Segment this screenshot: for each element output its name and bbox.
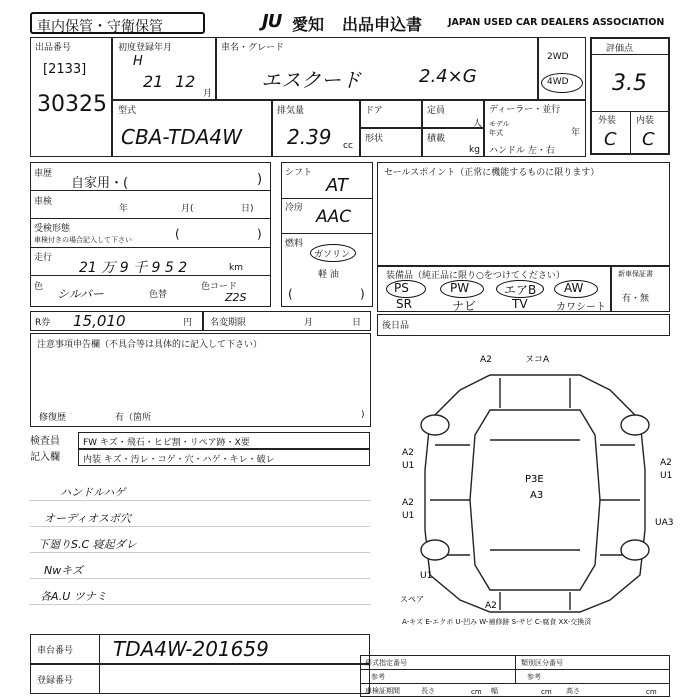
reception-close: ) bbox=[257, 227, 262, 241]
mileage-label: 走行 bbox=[34, 253, 53, 263]
recycle-block bbox=[30, 311, 203, 331]
equip-aw: AW bbox=[564, 281, 584, 295]
details-block bbox=[30, 162, 271, 307]
name-change-label: 名変期限 bbox=[210, 318, 247, 328]
note-1: ハンドルハゲ bbox=[60, 486, 126, 499]
warranty-value: 有・無 bbox=[622, 294, 650, 304]
height-label: 高さ bbox=[566, 687, 580, 695]
cooling-label: 冷房 bbox=[285, 203, 304, 213]
load-label: 積載 bbox=[427, 134, 446, 144]
registration-month: 12 bbox=[175, 72, 196, 91]
dmg-label-13: A2 bbox=[485, 601, 497, 611]
lot-number: 30325 bbox=[37, 92, 107, 117]
color-code-value: Z2S bbox=[225, 291, 247, 304]
checker-row-1-text: FW キズ・飛石・ヒビ割・リペア跡・X要 bbox=[83, 438, 250, 448]
car-damage-diagram bbox=[390, 350, 680, 620]
cooling-value: AAC bbox=[316, 207, 352, 227]
sales-point-block bbox=[377, 162, 670, 266]
length-unit: cm bbox=[471, 688, 482, 696]
registration-label: 初度登録年月 bbox=[118, 43, 173, 53]
inspection-label: 車検 bbox=[34, 197, 53, 207]
equip-leather: カワシート bbox=[556, 302, 606, 313]
dmg-label-7: A2 bbox=[660, 458, 672, 468]
registration-block bbox=[112, 37, 216, 100]
reg-number-label: 登録番号 bbox=[37, 676, 74, 686]
reg-number-block bbox=[30, 664, 370, 694]
shift-label: シフト bbox=[285, 168, 313, 178]
note-2: オーディオスポ穴 bbox=[44, 512, 132, 525]
equip-sr: SR bbox=[396, 297, 412, 311]
model-year-label2: 年式 bbox=[489, 129, 503, 137]
form-number-label: 形式指定番号 bbox=[365, 659, 407, 667]
history-label: 車歴 bbox=[34, 169, 53, 179]
model-year-label: モデル bbox=[489, 120, 510, 128]
reception-open: ( bbox=[175, 227, 180, 241]
note-4: Nwキズ bbox=[44, 564, 84, 577]
model-grade: 2.4×G bbox=[419, 66, 477, 87]
shape-label: 形状 bbox=[365, 134, 384, 144]
recycle-label: R券 bbox=[35, 318, 51, 328]
checker-row-2 bbox=[78, 449, 370, 466]
form-number-sub: 参考 bbox=[371, 673, 385, 681]
interior-grade: C bbox=[642, 129, 655, 150]
width-unit: cm bbox=[541, 688, 552, 696]
registration-month-unit: 月 bbox=[203, 89, 213, 99]
year-unit: 年 bbox=[571, 128, 581, 138]
name-change-block bbox=[203, 311, 371, 331]
type-label: 型式 bbox=[118, 106, 137, 116]
dmg-label-9: UA3 bbox=[655, 518, 674, 528]
displacement-unit: cc bbox=[343, 141, 353, 151]
repair-value: 有（箇所 bbox=[115, 413, 152, 423]
checker-label bbox=[30, 434, 60, 466]
color-label: 色 bbox=[34, 282, 44, 292]
ju-logo: JU bbox=[262, 11, 282, 32]
displacement-label: 排気量 bbox=[277, 106, 305, 116]
name-change-day: 日 bbox=[352, 318, 362, 328]
load-block bbox=[422, 128, 484, 157]
lot-code: [2133] bbox=[43, 62, 87, 77]
exterior-label: 外装 bbox=[598, 116, 617, 126]
equip-pw: PW bbox=[450, 281, 470, 295]
equipment-block bbox=[377, 266, 611, 312]
capacity-unit: 人 bbox=[473, 119, 483, 129]
reception-label: 受検形態 bbox=[34, 224, 71, 234]
name-change-month: 月 bbox=[304, 318, 314, 328]
org-name: 愛知 bbox=[292, 15, 325, 34]
dmg-label-3: A2 bbox=[402, 448, 414, 458]
interior-label: 内装 bbox=[636, 116, 655, 126]
inspection-day: 日) bbox=[241, 204, 254, 214]
equip-airbag: エアB bbox=[504, 283, 537, 297]
type-value: CBA-TDA4W bbox=[121, 125, 242, 149]
checker-row-1 bbox=[78, 432, 370, 449]
drive-2wd: 2WD bbox=[547, 52, 569, 62]
evaluation-score: 3.5 bbox=[612, 71, 647, 96]
dmg-label-1: A2 bbox=[480, 355, 492, 365]
dealer-block bbox=[484, 100, 586, 157]
handle-label: ハンドル 左・右 bbox=[489, 146, 555, 156]
model-name: エスクード bbox=[261, 68, 361, 92]
evaluation-label: 評価点 bbox=[606, 44, 634, 54]
registration-year: 21 bbox=[143, 72, 164, 91]
equip-navi: ナビ bbox=[452, 299, 477, 313]
registration-era: H bbox=[133, 54, 143, 69]
fuel-label: 燃料 bbox=[285, 239, 304, 249]
displacement-value: 2.39 bbox=[287, 125, 332, 149]
equipment-label: 装備品（純正品に限り○をつけてください） bbox=[386, 271, 565, 281]
dmg-label-2: ヌコA bbox=[525, 355, 550, 365]
drive-4wd: 4WD bbox=[547, 77, 569, 87]
color-value: シルバー bbox=[57, 287, 104, 301]
width-label: 幅 bbox=[491, 687, 498, 695]
lot-block bbox=[30, 37, 112, 157]
after-dates-label: 後日品 bbox=[382, 321, 410, 331]
inspection-month: 月( bbox=[181, 204, 194, 214]
form-title: 出品申込書 bbox=[342, 15, 423, 34]
dmg-label-5: A2 bbox=[402, 498, 414, 508]
load-unit: kg bbox=[469, 145, 480, 155]
cert-label: 車検証期間 bbox=[365, 687, 400, 695]
shift-value: AT bbox=[326, 175, 348, 196]
note-3: 下廻りS.C 寝起ダレ bbox=[38, 538, 137, 551]
door-label: ドア bbox=[365, 106, 383, 116]
equip-ps: PS bbox=[394, 281, 409, 295]
dmg-label-8: U1 bbox=[660, 471, 673, 481]
history-close: ) bbox=[257, 172, 263, 187]
chassis-label: 車台番号 bbox=[37, 646, 74, 656]
evaluation-block bbox=[590, 37, 670, 155]
repair-label: 修復歴 bbox=[39, 413, 67, 423]
class-number-sub: 参考 bbox=[527, 673, 541, 681]
dmg-label-12: U1 bbox=[420, 571, 433, 581]
exterior-grade: C bbox=[604, 129, 617, 150]
checker-label-2: 記入欄 bbox=[30, 452, 60, 463]
capacity-label: 定員 bbox=[427, 106, 446, 116]
dmg-label-6: U1 bbox=[402, 511, 415, 521]
notes-label: 注意事項申告欄（不具合等は具体的に記入して下さい） bbox=[37, 340, 263, 350]
class-number-label: 類別区分番号 bbox=[521, 659, 563, 667]
warranty-block bbox=[611, 266, 670, 312]
mileage-unit: km bbox=[229, 263, 243, 273]
note-5: 各A.U ツナミ bbox=[40, 590, 107, 603]
color-code-label: 色コード bbox=[201, 282, 238, 292]
history-value: 自家用・( bbox=[71, 176, 129, 191]
type-block bbox=[112, 100, 272, 157]
bottom-right-block bbox=[360, 655, 670, 697]
handwritten-notes bbox=[30, 478, 370, 608]
storage-badge-text: 車内保管・守衛保管 bbox=[37, 19, 163, 35]
association-name: JAPAN USED CAR DEALERS ASSOCIATION bbox=[448, 17, 665, 28]
sales-point-label: セールスポイント（正常に機能するものに限ります） bbox=[384, 168, 600, 178]
inspection-year: 年 bbox=[119, 204, 129, 214]
fuel-gas: ガソリン bbox=[314, 250, 351, 260]
door-block bbox=[360, 100, 422, 128]
height-unit: cm bbox=[646, 688, 657, 696]
warranty-label: 新車保証書 bbox=[618, 270, 653, 278]
dmg-label-14: スペア bbox=[400, 595, 424, 604]
recycle-value: 15,010 bbox=[73, 312, 126, 330]
fuel-open: ( bbox=[288, 287, 293, 301]
storage-badge bbox=[30, 12, 205, 34]
equip-tv: TV bbox=[512, 297, 528, 311]
mileage-value: 21 万 9 千 9 5 2 bbox=[79, 260, 188, 276]
repair-close: ) bbox=[361, 410, 365, 420]
fuel-diesel: 軽 油 bbox=[318, 270, 339, 280]
lot-label: 出品番号 bbox=[35, 43, 72, 53]
capacity-block bbox=[422, 100, 484, 128]
checker-label-1: 検査員 bbox=[30, 436, 60, 447]
dealer-label: ディーラー・並行 bbox=[489, 105, 561, 115]
chassis-value: TDA4W-201659 bbox=[113, 637, 269, 661]
recycle-unit: 円 bbox=[183, 318, 193, 328]
dmg-label-10: P3E bbox=[525, 474, 544, 485]
dmg-label-11: A3 bbox=[530, 490, 544, 501]
displacement-block bbox=[272, 100, 360, 157]
length-label: 長さ bbox=[421, 687, 435, 695]
fuel-close: ) bbox=[360, 287, 365, 301]
reception-note: 車検付きの場合記入して下さい bbox=[34, 236, 132, 244]
drive-block bbox=[538, 37, 586, 100]
notes-block bbox=[30, 333, 371, 427]
shape-block bbox=[360, 128, 422, 157]
model-block bbox=[216, 37, 538, 100]
color-change-label: 色替 bbox=[149, 290, 168, 300]
shift-block bbox=[281, 162, 373, 307]
checker-row-2-text: 内装 キズ・汚レ・コゲ・穴・ハゲ・キレ・破レ bbox=[83, 455, 275, 465]
after-dates-block bbox=[377, 314, 670, 336]
model-label: 車名・グレード bbox=[221, 43, 285, 53]
dmg-label-4: U1 bbox=[402, 461, 415, 471]
chassis-block bbox=[30, 634, 370, 664]
diagram-legend: A-キズ E-エクボ U-凹み W-補修跡 S-サビ C-腐食 XX-交換済 bbox=[402, 618, 592, 626]
